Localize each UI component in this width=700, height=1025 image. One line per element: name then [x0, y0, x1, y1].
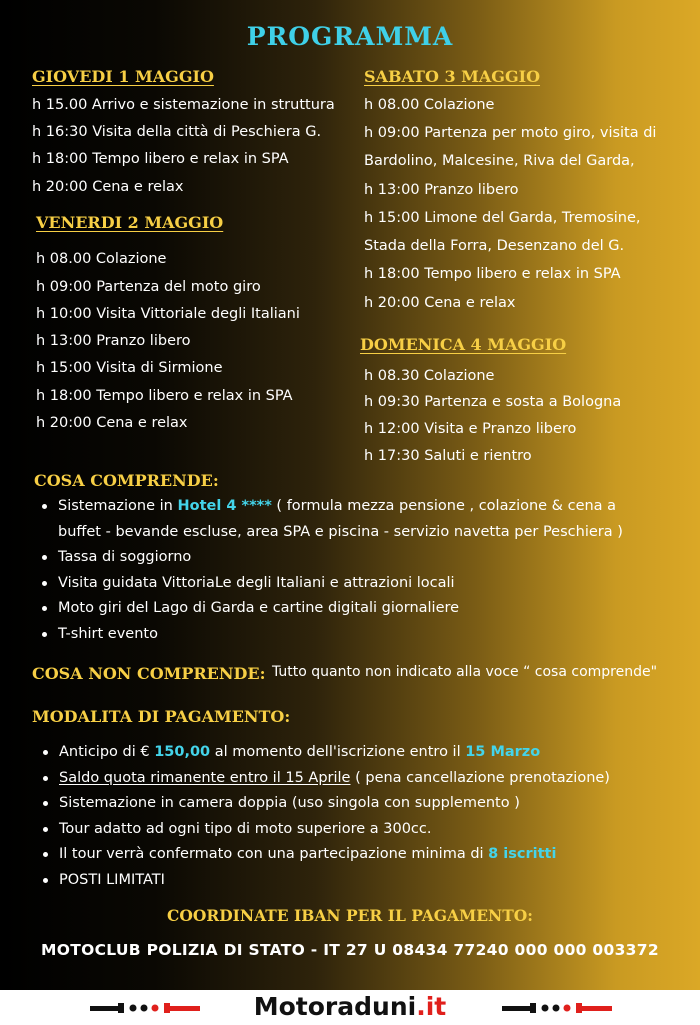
schedule-line: h 20:00 Cena e relax — [32, 179, 184, 195]
day-heading-sabato: SABATO 3 MAGGIO — [364, 67, 541, 86]
hotel-highlight: Hotel 4 **** — [177, 498, 272, 514]
deposit-amount: 150,00 — [154, 744, 211, 760]
schedule-line: h 18:00 Tempo libero e relax in SPA — [36, 388, 293, 404]
schedule-line: h 20:00 Cena e relax — [36, 415, 188, 431]
schedule-line: h 15.00 Arrivo e sistemazione in struttura — [32, 97, 335, 113]
saldo-deadline: Saldo quota rimanente entro il 15 Aprile — [59, 769, 351, 786]
schedule-line: h 15:00 Visita di Sirmione — [36, 360, 223, 376]
list-item: Sistemazione in camera doppia (uso singola con supplemento ) — [35, 791, 610, 817]
schedule-line: Bardolino, Malcesine, Riva del Garda, — [364, 153, 635, 169]
list-item: POSTI LIMITATI — [35, 868, 610, 894]
motoraduni-logo: Motoraduni.it — [253, 992, 447, 1021]
list-item: Tour adatto ad ogni tipo di moto superiore a 300cc. — [35, 817, 610, 843]
list-item: Visita guidata VittoriaLe degli Italiani e attrazioni locali — [34, 571, 623, 597]
page-title: PROGRAMMA — [246, 22, 454, 51]
schedule-line: h 13:00 Pranzo libero — [36, 333, 191, 349]
schedule-line: h 08.00 Colazione — [364, 97, 495, 113]
day-heading-venerdi: VENERDI 2 MAGGIO — [36, 213, 224, 232]
section-heading-comprende: COSA COMPRENDE: — [34, 471, 219, 490]
iban-heading: COORDINATE IBAN PER IL PAGAMENTO: — [167, 906, 533, 925]
footer-bar — [0, 990, 700, 1025]
schedule-line: h 15:00 Limone del Garda, Tremosine, — [364, 210, 641, 226]
schedule-line: h 09:00 Partenza del moto giro — [36, 279, 261, 295]
schedule-line: h 13:00 Pranzo libero — [364, 182, 519, 198]
schedule-line: h 20:00 Cena e relax — [364, 295, 516, 311]
schedule-line: h 16:30 Visita della città di Peschiera G. — [32, 124, 322, 140]
day-heading-domenica: DOMENICA 4 MAGGIO — [360, 335, 567, 354]
list-item: Il tour verrà confermato con una partecipazione minima di 8 iscritti — [35, 842, 610, 868]
schedule-line: h 09:30 Partenza e sosta a Bologna — [364, 394, 622, 410]
min-participants: 8 iscritti — [488, 846, 557, 862]
schedule-line: h 09:00 Partenza per moto giro, visita di — [364, 125, 657, 141]
list-item-continuation: buffet - bevande escluse, area SPA e piscina - servizio navetta per Peschiera ) — [58, 523, 623, 540]
schedule-line: h 08.30 Colazione — [364, 368, 495, 384]
list-item: Tassa di soggiorno — [34, 545, 623, 571]
schedule-line: Stada della Forra, Desenzano del G. — [364, 238, 625, 254]
non-comprende-text: Tutto quanto non indicato alla voce “ cosa comprende" — [272, 664, 658, 680]
comprende-list — [34, 494, 623, 647]
list-item: Saldo quota rimanente entro il 15 Aprile ( pena cancellazione prenotazione) — [35, 766, 610, 792]
section-heading-non-comprende: COSA NON COMPRENDE: — [32, 664, 266, 683]
schedule-line: h 18:00 Tempo libero e relax in SPA — [32, 151, 289, 167]
schedule-line: h 12:00 Visita e Pranzo libero — [364, 421, 577, 437]
schedule-line: h 10:00 Visita Vittoriale degli Italiani — [36, 306, 300, 322]
schedule-line: h 18:00 Tempo libero e relax in SPA — [364, 266, 621, 282]
schedule-line: h 08.00 Colazione — [36, 251, 167, 267]
deposit-deadline: 15 Marzo — [465, 744, 541, 760]
list-item: Anticipo di € 150,00 al momento dell'iscrizione entro il 15 Marzo — [35, 740, 610, 766]
iban-value: MOTOCLUB POLIZIA DI STATO - IT 27 U 08434 77240 000 000 003372 — [41, 941, 659, 959]
list-item: Moto giri del Lago di Garda e cartine digitali giornaliere — [34, 596, 623, 622]
day-heading-giovedi: GIOVEDI 1 MAGGIO — [32, 67, 214, 86]
list-item: T-shirt evento — [34, 622, 623, 648]
section-heading-pagamento: MODALITA DI PAGAMENTO: — [32, 707, 291, 726]
list-item: Sistemazione in Hotel 4 **** ( formula mezza pensione , colazione & cena a — [34, 494, 623, 520]
decorative-dots-icon — [502, 1002, 612, 1014]
pagamento-list — [35, 740, 610, 893]
schedule-line: h 17:30 Saluti e rientro — [364, 448, 532, 464]
